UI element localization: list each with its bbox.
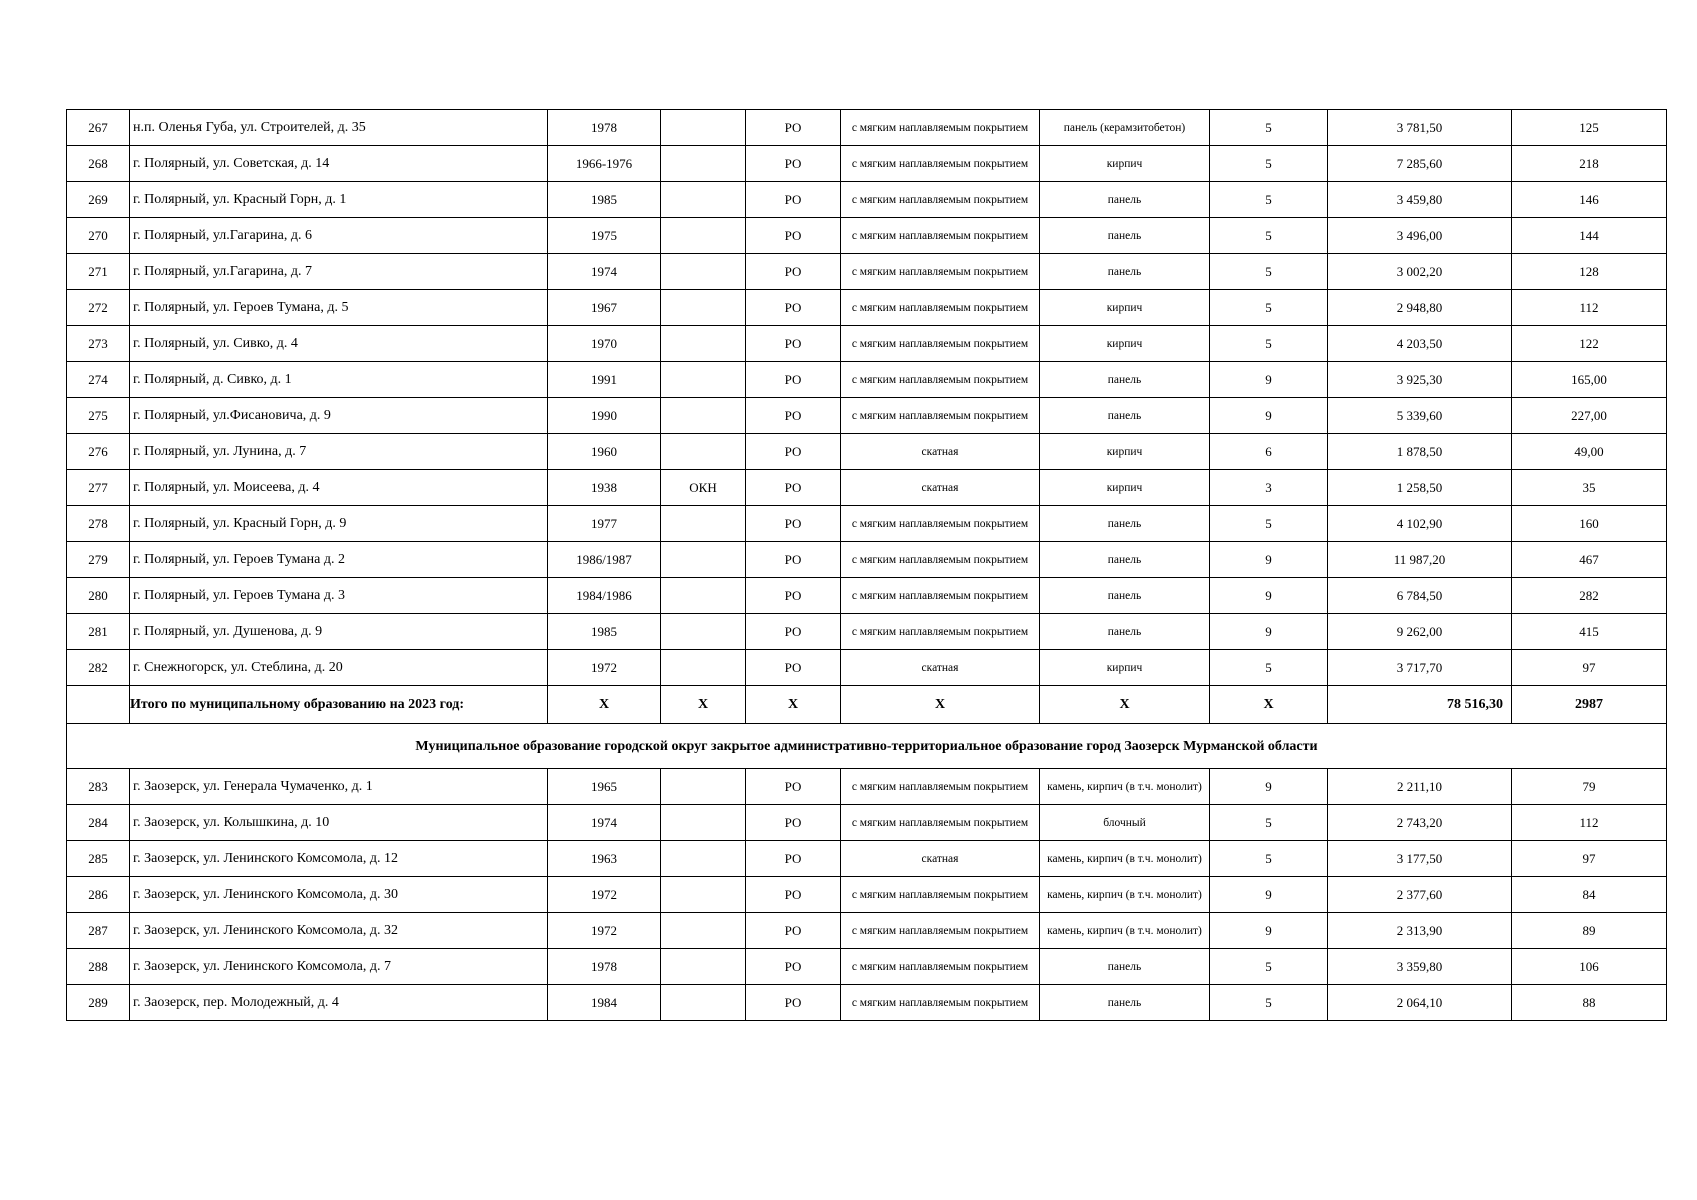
type-cell: РО: [746, 841, 841, 877]
total-x-cell: Х: [661, 686, 746, 724]
wall-material-cell: панель: [1040, 614, 1210, 650]
address-cell: г. Заозерск, ул. Генерала Чумаченко, д. 1: [130, 769, 548, 805]
floors-cell: 5: [1210, 650, 1328, 686]
roof-cell: скатная: [841, 470, 1040, 506]
residents-cell: 112: [1512, 290, 1667, 326]
year-cell: 1978: [548, 110, 661, 146]
wall-material-cell: панель: [1040, 506, 1210, 542]
heritage-cell: [661, 913, 746, 949]
roof-cell: с мягким наплавляемым покрытием: [841, 182, 1040, 218]
area-cell: 9 262,00: [1328, 614, 1512, 650]
total-x-cell: Х: [548, 686, 661, 724]
floors-cell: 6: [1210, 434, 1328, 470]
table-row: [67, 218, 1667, 254]
roof-cell: с мягким наплавляемым покрытием: [841, 949, 1040, 985]
year-cell: 1991: [548, 362, 661, 398]
total-area: 78 516,30: [1328, 686, 1512, 724]
wall-material-cell: панель: [1040, 542, 1210, 578]
roof-cell: скатная: [841, 841, 1040, 877]
wall-material-cell: блочный: [1040, 805, 1210, 841]
residents-cell: 218: [1512, 146, 1667, 182]
area-cell: 2 948,80: [1328, 290, 1512, 326]
roof-cell: с мягким наплавляемым покрытием: [841, 506, 1040, 542]
row-number: 282: [67, 650, 130, 686]
year-cell: 1984/1986: [548, 578, 661, 614]
type-cell: РО: [746, 146, 841, 182]
total-residents: 2987: [1512, 686, 1667, 724]
heritage-cell: ОКН: [661, 470, 746, 506]
total-x-cell: Х: [746, 686, 841, 724]
row-number: 273: [67, 326, 130, 362]
area-cell: 7 285,60: [1328, 146, 1512, 182]
row-number: 283: [67, 769, 130, 805]
floors-cell: 9: [1210, 769, 1328, 805]
heritage-cell: [661, 434, 746, 470]
roof-cell: с мягким наплавляемым покрытием: [841, 578, 1040, 614]
roof-cell: с мягким наплавляемым покрытием: [841, 398, 1040, 434]
area-cell: 3 496,00: [1328, 218, 1512, 254]
heritage-cell: [661, 182, 746, 218]
residents-cell: 112: [1512, 805, 1667, 841]
year-cell: 1938: [548, 470, 661, 506]
type-cell: РО: [746, 506, 841, 542]
heritage-cell: [661, 146, 746, 182]
residents-cell: 122: [1512, 326, 1667, 362]
address-cell: г. Полярный, ул. Лунина, д. 7: [130, 434, 548, 470]
wall-material-cell: кирпич: [1040, 470, 1210, 506]
type-cell: РО: [746, 985, 841, 1021]
row-number: 288: [67, 949, 130, 985]
row-number: 271: [67, 254, 130, 290]
floors-cell: 9: [1210, 877, 1328, 913]
address-cell: г. Полярный, д. Сивко, д. 1: [130, 362, 548, 398]
area-cell: 2 313,90: [1328, 913, 1512, 949]
roof-cell: с мягким наплавляемым покрытием: [841, 110, 1040, 146]
address-cell: г. Полярный, ул. Героев Тумана, д. 5: [130, 290, 548, 326]
heritage-cell: [661, 578, 746, 614]
table-row: [67, 290, 1667, 326]
area-cell: 1 258,50: [1328, 470, 1512, 506]
address-cell: г. Заозерск, пер. Молодежный, д. 4: [130, 985, 548, 1021]
type-cell: РО: [746, 470, 841, 506]
wall-material-cell: панель: [1040, 578, 1210, 614]
row-number: 277: [67, 470, 130, 506]
row-number: 284: [67, 805, 130, 841]
table-row: [67, 362, 1667, 398]
type-cell: РО: [746, 805, 841, 841]
roof-cell: с мягким наплавляемым покрытием: [841, 146, 1040, 182]
wall-material-cell: камень, кирпич (в т.ч. монолит): [1040, 841, 1210, 877]
floors-cell: 5: [1210, 805, 1328, 841]
table-body-group-b: [67, 769, 1667, 1021]
residents-cell: 97: [1512, 841, 1667, 877]
table-row: [67, 985, 1667, 1021]
heritage-cell: [661, 398, 746, 434]
type-cell: РО: [746, 949, 841, 985]
residents-cell: 79: [1512, 769, 1667, 805]
type-cell: РО: [746, 398, 841, 434]
row-number: 276: [67, 434, 130, 470]
wall-material-cell: кирпич: [1040, 146, 1210, 182]
address-cell: н.п. Оленья Губа, ул. Строителей, д. 35: [130, 110, 548, 146]
year-cell: 1978: [548, 949, 661, 985]
wall-material-cell: панель: [1040, 182, 1210, 218]
address-cell: г. Полярный, ул. Героев Тумана д. 2: [130, 542, 548, 578]
roof-cell: с мягким наплавляемым покрытием: [841, 362, 1040, 398]
roof-cell: с мягким наплавляемым покрытием: [841, 769, 1040, 805]
address-cell: г. Полярный, ул.Фисановича, д. 9: [130, 398, 548, 434]
row-number: 278: [67, 506, 130, 542]
wall-material-cell: кирпич: [1040, 290, 1210, 326]
residents-cell: 89: [1512, 913, 1667, 949]
row-number: 267: [67, 110, 130, 146]
year-cell: 1972: [548, 650, 661, 686]
heritage-cell: [661, 841, 746, 877]
heritage-cell: [661, 362, 746, 398]
address-cell: г. Полярный, ул. Советская, д. 14: [130, 146, 548, 182]
floors-cell: 5: [1210, 841, 1328, 877]
heritage-cell: [661, 877, 746, 913]
area-cell: 1 878,50: [1328, 434, 1512, 470]
type-cell: РО: [746, 769, 841, 805]
area-cell: 3 717,70: [1328, 650, 1512, 686]
residents-cell: 106: [1512, 949, 1667, 985]
floors-cell: 9: [1210, 542, 1328, 578]
type-cell: РО: [746, 254, 841, 290]
area-cell: 3 002,20: [1328, 254, 1512, 290]
type-cell: РО: [746, 877, 841, 913]
year-cell: 1965: [548, 769, 661, 805]
address-cell: г. Полярный, ул.Гагарина, д. 6: [130, 218, 548, 254]
roof-cell: с мягким наплавляемым покрытием: [841, 614, 1040, 650]
year-cell: 1972: [548, 913, 661, 949]
table-row: [67, 650, 1667, 686]
type-cell: РО: [746, 614, 841, 650]
roof-cell: с мягким наплавляемым покрытием: [841, 218, 1040, 254]
residents-cell: 144: [1512, 218, 1667, 254]
row-number: 270: [67, 218, 130, 254]
roof-cell: с мягким наплавляемым покрытием: [841, 290, 1040, 326]
table-row: [67, 182, 1667, 218]
table-row: [67, 614, 1667, 650]
area-cell: 6 784,50: [1328, 578, 1512, 614]
address-cell: г. Полярный, ул. Красный Горн, д. 1: [130, 182, 548, 218]
heritage-cell: [661, 650, 746, 686]
residents-cell: 35: [1512, 470, 1667, 506]
table-row: [67, 110, 1667, 146]
table-row: [67, 398, 1667, 434]
year-cell: 1972: [548, 877, 661, 913]
residents-cell: 165,00: [1512, 362, 1667, 398]
heritage-cell: [661, 290, 746, 326]
row-number: 269: [67, 182, 130, 218]
type-cell: РО: [746, 362, 841, 398]
type-cell: РО: [746, 182, 841, 218]
year-cell: 1974: [548, 254, 661, 290]
address-cell: г. Заозерск, ул. Ленинского Комсомола, д. 7: [130, 949, 548, 985]
address-cell: г. Полярный, ул. Моисеева, д. 4: [130, 470, 548, 506]
row-number: 274: [67, 362, 130, 398]
year-cell: 1985: [548, 182, 661, 218]
row-number: 268: [67, 146, 130, 182]
area-cell: 3 359,80: [1328, 949, 1512, 985]
floors-cell: 5: [1210, 326, 1328, 362]
area-cell: 2 064,10: [1328, 985, 1512, 1021]
heritage-cell: [661, 542, 746, 578]
floors-cell: 9: [1210, 614, 1328, 650]
heritage-cell: [661, 614, 746, 650]
year-cell: 1963: [548, 841, 661, 877]
wall-material-cell: камень, кирпич (в т.ч. монолит): [1040, 877, 1210, 913]
year-cell: 1984: [548, 985, 661, 1021]
wall-material-cell: кирпич: [1040, 326, 1210, 362]
year-cell: 1960: [548, 434, 661, 470]
table-row: [67, 841, 1667, 877]
address-cell: г. Заозерск, ул. Ленинского Комсомола, д. 32: [130, 913, 548, 949]
type-cell: РО: [746, 578, 841, 614]
total-x-cell: Х: [1210, 686, 1328, 724]
table-row: [67, 877, 1667, 913]
table-row: [67, 578, 1667, 614]
address-cell: г. Полярный, ул.Гагарина, д. 7: [130, 254, 548, 290]
residents-cell: 415: [1512, 614, 1667, 650]
total-group: [67, 686, 1667, 769]
residents-cell: 88: [1512, 985, 1667, 1021]
row-number: 279: [67, 542, 130, 578]
section-header-row: [67, 724, 1667, 769]
area-cell: 11 987,20: [1328, 542, 1512, 578]
roof-cell: с мягким наплавляемым покрытием: [841, 254, 1040, 290]
address-cell: г. Полярный, ул. Сивко, д. 4: [130, 326, 548, 362]
roof-cell: с мягким наплавляемым покрытием: [841, 542, 1040, 578]
year-cell: 1970: [548, 326, 661, 362]
type-cell: РО: [746, 290, 841, 326]
residents-cell: 467: [1512, 542, 1667, 578]
table-row: [67, 146, 1667, 182]
floors-cell: 5: [1210, 110, 1328, 146]
heritage-cell: [661, 110, 746, 146]
residents-cell: 128: [1512, 254, 1667, 290]
row-number: 289: [67, 985, 130, 1021]
roof-cell: с мягким наплавляемым покрытием: [841, 326, 1040, 362]
year-cell: 1986/1987: [548, 542, 661, 578]
wall-material-cell: панель: [1040, 218, 1210, 254]
heritage-cell: [661, 985, 746, 1021]
table-row: [67, 542, 1667, 578]
area-cell: 3 459,80: [1328, 182, 1512, 218]
address-cell: г. Полярный, ул. Душенова, д. 9: [130, 614, 548, 650]
year-cell: 1967: [548, 290, 661, 326]
roof-cell: с мягким наплавляемым покрытием: [841, 805, 1040, 841]
table-row: [67, 254, 1667, 290]
year-cell: 1985: [548, 614, 661, 650]
residents-cell: 84: [1512, 877, 1667, 913]
wall-material-cell: кирпич: [1040, 434, 1210, 470]
floors-cell: 9: [1210, 362, 1328, 398]
row-number: 272: [67, 290, 130, 326]
floors-cell: 5: [1210, 146, 1328, 182]
total-row: [67, 686, 1667, 724]
wall-material-cell: панель: [1040, 362, 1210, 398]
residents-cell: 160: [1512, 506, 1667, 542]
type-cell: РО: [746, 542, 841, 578]
row-number: 285: [67, 841, 130, 877]
address-cell: г. Заозерск, ул. Колышкина, д. 10: [130, 805, 548, 841]
area-cell: 5 339,60: [1328, 398, 1512, 434]
floors-cell: 5: [1210, 218, 1328, 254]
table-row: [67, 949, 1667, 985]
type-cell: РО: [746, 326, 841, 362]
residents-cell: 97: [1512, 650, 1667, 686]
table-row: [67, 470, 1667, 506]
floors-cell: 5: [1210, 182, 1328, 218]
table-row: [67, 326, 1667, 362]
section-title: Муниципальное образование городской округ закрытое административно-территориальное образование город Заозерск Мурманской области: [67, 724, 1667, 769]
area-cell: 2 377,60: [1328, 877, 1512, 913]
roof-cell: скатная: [841, 650, 1040, 686]
floors-cell: 9: [1210, 913, 1328, 949]
area-cell: 3 177,50: [1328, 841, 1512, 877]
table-row: [67, 434, 1667, 470]
year-cell: 1977: [548, 506, 661, 542]
wall-material-cell: камень, кирпич (в т.ч. монолит): [1040, 913, 1210, 949]
heritage-cell: [661, 949, 746, 985]
year-cell: 1990: [548, 398, 661, 434]
heritage-cell: [661, 769, 746, 805]
heritage-cell: [661, 326, 746, 362]
table-row: [67, 805, 1667, 841]
address-cell: г. Заозерск, ул. Ленинского Комсомола, д. 30: [130, 877, 548, 913]
residents-cell: 125: [1512, 110, 1667, 146]
row-number: 275: [67, 398, 130, 434]
roof-cell: скатная: [841, 434, 1040, 470]
wall-material-cell: панель (керамзитобетон): [1040, 110, 1210, 146]
row-number: 280: [67, 578, 130, 614]
residents-cell: 282: [1512, 578, 1667, 614]
table-row: [67, 506, 1667, 542]
residents-cell: 49,00: [1512, 434, 1667, 470]
floors-cell: 5: [1210, 985, 1328, 1021]
type-cell: РО: [746, 434, 841, 470]
area-cell: 4 203,50: [1328, 326, 1512, 362]
row-number: 286: [67, 877, 130, 913]
residents-cell: 146: [1512, 182, 1667, 218]
floors-cell: 9: [1210, 398, 1328, 434]
roof-cell: с мягким наплавляемым покрытием: [841, 913, 1040, 949]
row-number: 281: [67, 614, 130, 650]
year-cell: 1966-1976: [548, 146, 661, 182]
wall-material-cell: панель: [1040, 398, 1210, 434]
floors-cell: 5: [1210, 254, 1328, 290]
residents-cell: 227,00: [1512, 398, 1667, 434]
table-row: [67, 913, 1667, 949]
heritage-cell: [661, 805, 746, 841]
wall-material-cell: панель: [1040, 254, 1210, 290]
area-cell: 3 781,50: [1328, 110, 1512, 146]
year-cell: 1974: [548, 805, 661, 841]
floors-cell: 5: [1210, 290, 1328, 326]
wall-material-cell: панель: [1040, 985, 1210, 1021]
row-number: 287: [67, 913, 130, 949]
roof-cell: с мягким наплавляемым покрытием: [841, 985, 1040, 1021]
floors-cell: 5: [1210, 949, 1328, 985]
address-cell: г. Полярный, ул. Героев Тумана д. 3: [130, 578, 548, 614]
wall-material-cell: панель: [1040, 949, 1210, 985]
address-cell: г. Снежногорск, ул. Стеблина, д. 20: [130, 650, 548, 686]
address-cell: г. Полярный, ул. Красный Горн, д. 9: [130, 506, 548, 542]
type-cell: РО: [746, 913, 841, 949]
roof-cell: с мягким наплавляемым покрытием: [841, 877, 1040, 913]
area-cell: 3 925,30: [1328, 362, 1512, 398]
type-cell: РО: [746, 218, 841, 254]
type-cell: РО: [746, 110, 841, 146]
wall-material-cell: камень, кирпич (в т.ч. монолит): [1040, 769, 1210, 805]
housing-registry-table: [66, 109, 1667, 1021]
heritage-cell: [661, 254, 746, 290]
heritage-cell: [661, 506, 746, 542]
total-x-cell: Х: [1040, 686, 1210, 724]
heritage-cell: [661, 218, 746, 254]
area-cell: 2 743,20: [1328, 805, 1512, 841]
area-cell: 2 211,10: [1328, 769, 1512, 805]
year-cell: 1975: [548, 218, 661, 254]
wall-material-cell: кирпич: [1040, 650, 1210, 686]
floors-cell: 9: [1210, 578, 1328, 614]
address-cell: г. Заозерск, ул. Ленинского Комсомола, д. 12: [130, 841, 548, 877]
total-label: Итого по муниципальному образованию на 2023 год:: [130, 686, 548, 724]
floors-cell: 5: [1210, 506, 1328, 542]
total-x-cell: Х: [841, 686, 1040, 724]
area-cell: 4 102,90: [1328, 506, 1512, 542]
table-row: [67, 769, 1667, 805]
type-cell: РО: [746, 650, 841, 686]
floors-cell: 3: [1210, 470, 1328, 506]
table-body-group-a: [67, 110, 1667, 686]
total-empty-cell: [67, 686, 130, 724]
